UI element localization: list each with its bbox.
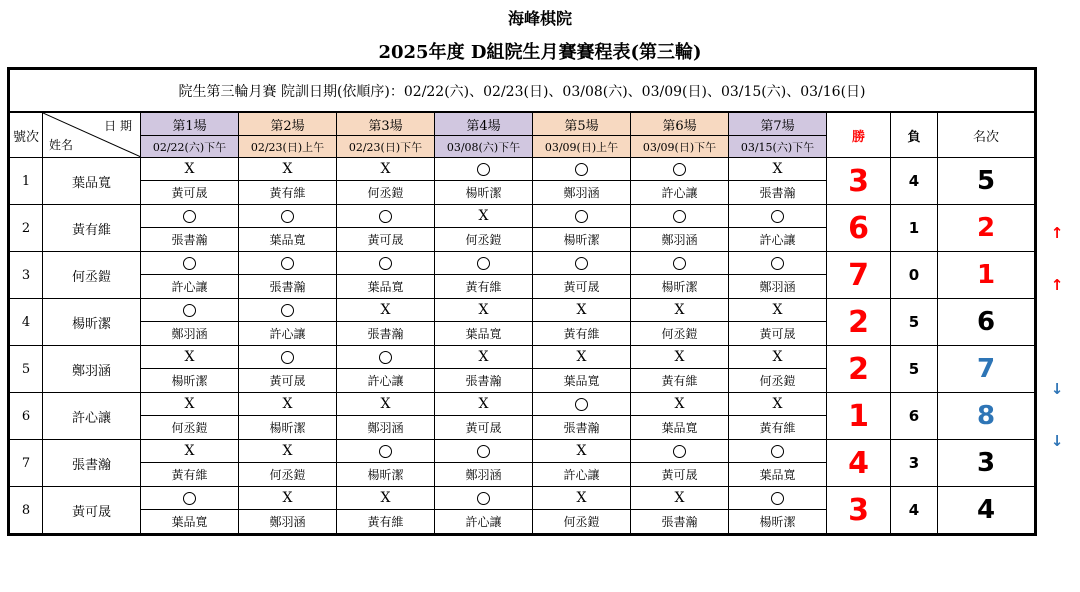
game-result <box>435 252 533 275</box>
rank-value: 8 <box>938 393 1036 440</box>
game-result <box>337 440 435 463</box>
win-circle-icon <box>673 210 686 223</box>
loss-mark: X <box>631 393 729 416</box>
loss-mark: X <box>337 299 435 322</box>
player-number: 1 <box>9 158 43 205</box>
player-number: 5 <box>9 346 43 393</box>
losses-count: 5 <box>891 299 938 346</box>
win-circle-icon <box>477 445 490 458</box>
round-6-header: 第6場 <box>631 112 729 136</box>
loss-mark: X <box>141 158 239 181</box>
round-5-header: 第5場 <box>533 112 631 136</box>
date-name-corner-header <box>43 112 141 158</box>
opponent-name: 楊昕潔 <box>141 369 239 393</box>
player-number: 4 <box>9 299 43 346</box>
game-result <box>435 487 533 510</box>
opponent-name: 張書瀚 <box>435 369 533 393</box>
loss-mark: X <box>631 346 729 369</box>
win-circle-icon <box>673 445 686 458</box>
opponent-name: 黃有維 <box>729 416 827 440</box>
loss-mark: X <box>533 299 631 322</box>
win-circle-icon <box>281 210 294 223</box>
opponent-name: 楊昕潔 <box>337 463 435 487</box>
opponent-name: 何丞鎧 <box>631 322 729 346</box>
loss-mark: X <box>729 393 827 416</box>
opponent-name: 許心讓 <box>533 463 631 487</box>
opponent-name: 黃有維 <box>435 275 533 299</box>
loss-mark: X <box>533 440 631 463</box>
opponent-name: 何丞鎧 <box>337 181 435 205</box>
win-circle-icon <box>771 257 784 270</box>
opponent-name: 何丞鎧 <box>141 416 239 440</box>
round-4-header: 第4場 <box>435 112 533 136</box>
win-circle-icon <box>477 163 490 176</box>
player-number: 3 <box>9 252 43 299</box>
loss-mark: X <box>239 440 337 463</box>
rank-header: 名次 <box>938 112 1036 158</box>
wins-count: 3 <box>827 158 891 205</box>
loss-mark: X <box>729 158 827 181</box>
player-name: 鄭羽涵 <box>43 346 141 393</box>
win-circle-icon <box>379 351 392 364</box>
round-6-date: 03/09(日)下午 <box>631 136 729 158</box>
loss-mark: X <box>533 346 631 369</box>
win-circle-icon <box>771 492 784 505</box>
losses-count: 6 <box>891 393 938 440</box>
player-name: 楊昕潔 <box>43 299 141 346</box>
rank-value: 2 <box>938 205 1036 252</box>
loss-mark: X <box>435 205 533 228</box>
win-circle-icon <box>183 304 196 317</box>
rank-value: 6 <box>938 299 1036 346</box>
win-circle-icon <box>281 257 294 270</box>
game-result <box>435 440 533 463</box>
opponent-name: 楊昕潔 <box>729 510 827 535</box>
schedule-table <box>7 67 1037 536</box>
opponent-name: 張書瀚 <box>239 275 337 299</box>
player-number: 6 <box>9 393 43 440</box>
losses-count: 4 <box>891 158 938 205</box>
opponent-name: 楊昕潔 <box>631 275 729 299</box>
opponent-name: 何丞鎧 <box>435 228 533 252</box>
win-circle-icon <box>183 492 196 505</box>
opponent-name: 黃有維 <box>141 463 239 487</box>
opponent-name: 許心讓 <box>141 275 239 299</box>
round-2-date: 02/23(日)上午 <box>239 136 337 158</box>
losses-count: 4 <box>891 487 938 535</box>
opponent-name: 葉品寬 <box>631 416 729 440</box>
rank-value: 7 <box>938 346 1036 393</box>
game-result <box>533 252 631 275</box>
wins-count: 1 <box>827 393 891 440</box>
rank-value: 1 <box>938 252 1036 299</box>
win-circle-icon <box>477 492 490 505</box>
training-dates-banner: 院生第三輪月賽 院訓日期(依順序)：02/22(六)、02/23(日)、03/08(六)、03/09(日)、03/15(六)、03/16(日) <box>9 69 1036 113</box>
opponent-name: 楊昕潔 <box>435 181 533 205</box>
loss-mark: X <box>239 158 337 181</box>
opponent-name: 鄭羽涵 <box>337 416 435 440</box>
loss-mark: X <box>533 487 631 510</box>
game-result <box>631 205 729 228</box>
round-3-date: 02/23(日)下午 <box>337 136 435 158</box>
opponent-name: 楊昕潔 <box>239 416 337 440</box>
opponent-name: 葉品寬 <box>239 228 337 252</box>
game-result <box>533 393 631 416</box>
round-2-header: 第2場 <box>239 112 337 136</box>
game-result <box>141 487 239 510</box>
player-number: 8 <box>9 487 43 535</box>
opponent-name: 葉品寬 <box>533 369 631 393</box>
opponent-name: 許心讓 <box>729 228 827 252</box>
game-result <box>631 440 729 463</box>
rank-down-arrow-icon: ↓ <box>1050 380 1064 398</box>
opponent-name: 許心讓 <box>435 510 533 535</box>
win-circle-icon <box>183 257 196 270</box>
opponent-name: 張書瀚 <box>141 228 239 252</box>
loss-mark: X <box>435 346 533 369</box>
wins-count: 2 <box>827 299 891 346</box>
opponent-name: 何丞鎧 <box>533 510 631 535</box>
loss-mark: X <box>631 299 729 322</box>
rank-value: 5 <box>938 158 1036 205</box>
game-result <box>729 440 827 463</box>
opponent-name: 黃可晟 <box>729 322 827 346</box>
opponent-name: 鄭羽涵 <box>239 510 337 535</box>
opponent-name: 葉品寬 <box>729 463 827 487</box>
game-result <box>239 299 337 322</box>
loss-mark: X <box>141 393 239 416</box>
loss-mark: X <box>435 393 533 416</box>
game-result <box>337 252 435 275</box>
rank-value: 4 <box>938 487 1036 535</box>
opponent-name: 葉品寬 <box>337 275 435 299</box>
wins-count: 2 <box>827 346 891 393</box>
loss-mark: X <box>337 393 435 416</box>
game-result <box>239 252 337 275</box>
player-number: 2 <box>9 205 43 252</box>
opponent-name: 黃可晟 <box>631 463 729 487</box>
schedule-title: 2025年度 D組院生月賽賽程表(第三輪) <box>378 42 702 63</box>
opponent-name: 黃有維 <box>631 369 729 393</box>
wins-header: 勝 <box>827 112 891 158</box>
club-name: 海峰棋院 <box>507 9 572 28</box>
name-label: 姓名 <box>49 138 74 152</box>
game-result <box>141 205 239 228</box>
game-result <box>239 205 337 228</box>
rank-down-arrow-icon: ↓ <box>1050 432 1064 450</box>
win-circle-icon <box>281 351 294 364</box>
game-result <box>435 158 533 181</box>
win-circle-icon <box>575 257 588 270</box>
opponent-name: 張書瀚 <box>631 510 729 535</box>
loss-mark: X <box>239 393 337 416</box>
game-result <box>729 205 827 228</box>
loss-mark: X <box>729 346 827 369</box>
game-result <box>631 252 729 275</box>
loss-mark: X <box>729 299 827 322</box>
rank-up-arrow-icon: ↑ <box>1050 276 1064 294</box>
opponent-name: 黃可晟 <box>141 181 239 205</box>
opponent-name: 許心讓 <box>631 181 729 205</box>
opponent-name: 黃可晟 <box>435 416 533 440</box>
opponent-name: 葉品寬 <box>141 510 239 535</box>
player-number: 7 <box>9 440 43 487</box>
win-circle-icon <box>183 210 196 223</box>
opponent-name: 黃有維 <box>239 181 337 205</box>
opponent-name: 張書瀚 <box>729 181 827 205</box>
losses-count: 3 <box>891 440 938 487</box>
round-7-date: 03/15(六)下午 <box>729 136 827 158</box>
opponent-name: 許心讓 <box>337 369 435 393</box>
opponent-name: 鄭羽涵 <box>729 275 827 299</box>
opponent-name: 何丞鎧 <box>729 369 827 393</box>
opponent-name: 葉品寬 <box>435 322 533 346</box>
wins-count: 7 <box>827 252 891 299</box>
losses-count: 5 <box>891 346 938 393</box>
opponent-name: 黃有維 <box>533 322 631 346</box>
round-7-header: 第7場 <box>729 112 827 136</box>
win-circle-icon <box>379 257 392 270</box>
losses-count: 1 <box>891 205 938 252</box>
game-result <box>337 205 435 228</box>
player-name: 許心讓 <box>43 393 141 440</box>
rank-up-arrow-icon: ↑ <box>1050 224 1064 242</box>
player-name: 張書瀚 <box>43 440 141 487</box>
game-result <box>239 346 337 369</box>
date-label: 日 期 <box>104 119 132 133</box>
opponent-name: 鄭羽涵 <box>533 181 631 205</box>
rank-value: 3 <box>938 440 1036 487</box>
game-result <box>337 346 435 369</box>
wins-count: 6 <box>827 205 891 252</box>
loss-mark: X <box>239 487 337 510</box>
opponent-name: 何丞鎧 <box>239 463 337 487</box>
round-1-date: 02/22(六)下午 <box>141 136 239 158</box>
opponent-name: 鄭羽涵 <box>631 228 729 252</box>
loss-mark: X <box>337 487 435 510</box>
loss-mark: X <box>141 346 239 369</box>
loss-mark: X <box>337 158 435 181</box>
loss-mark: X <box>435 299 533 322</box>
game-result <box>141 299 239 322</box>
player-name: 黃可晟 <box>43 487 141 535</box>
losses-count: 0 <box>891 252 938 299</box>
opponent-name: 鄭羽涵 <box>141 322 239 346</box>
opponent-name: 黃可晟 <box>239 369 337 393</box>
game-result <box>533 158 631 181</box>
opponent-name: 鄭羽涵 <box>435 463 533 487</box>
opponent-name: 張書瀚 <box>337 322 435 346</box>
round-1-header: 第1場 <box>141 112 239 136</box>
game-result <box>141 252 239 275</box>
player-name: 黃有維 <box>43 205 141 252</box>
game-result <box>729 487 827 510</box>
game-result <box>631 158 729 181</box>
round-4-date: 03/08(六)下午 <box>435 136 533 158</box>
win-circle-icon <box>771 445 784 458</box>
player-name: 葉品寬 <box>43 158 141 205</box>
losses-header: 負 <box>891 112 938 158</box>
player-name: 何丞鎧 <box>43 252 141 299</box>
opponent-name: 楊昕潔 <box>533 228 631 252</box>
number-header: 號次 <box>9 112 43 158</box>
round-5-date: 03/09(日)上午 <box>533 136 631 158</box>
win-circle-icon <box>575 163 588 176</box>
win-circle-icon <box>379 445 392 458</box>
win-circle-icon <box>477 257 490 270</box>
win-circle-icon <box>575 210 588 223</box>
wins-count: 3 <box>827 487 891 535</box>
loss-mark: X <box>631 487 729 510</box>
wins-count: 4 <box>827 440 891 487</box>
loss-mark: X <box>141 440 239 463</box>
round-3-header: 第3場 <box>337 112 435 136</box>
win-circle-icon <box>379 210 392 223</box>
win-circle-icon <box>771 210 784 223</box>
opponent-name: 黃有維 <box>337 510 435 535</box>
win-circle-icon <box>673 257 686 270</box>
game-result <box>533 205 631 228</box>
game-result <box>729 252 827 275</box>
win-circle-icon <box>575 398 588 411</box>
win-circle-icon <box>673 163 686 176</box>
win-circle-icon <box>281 304 294 317</box>
opponent-name: 黃可晟 <box>533 275 631 299</box>
opponent-name: 許心讓 <box>239 322 337 346</box>
opponent-name: 張書瀚 <box>533 416 631 440</box>
opponent-name: 黃可晟 <box>337 228 435 252</box>
